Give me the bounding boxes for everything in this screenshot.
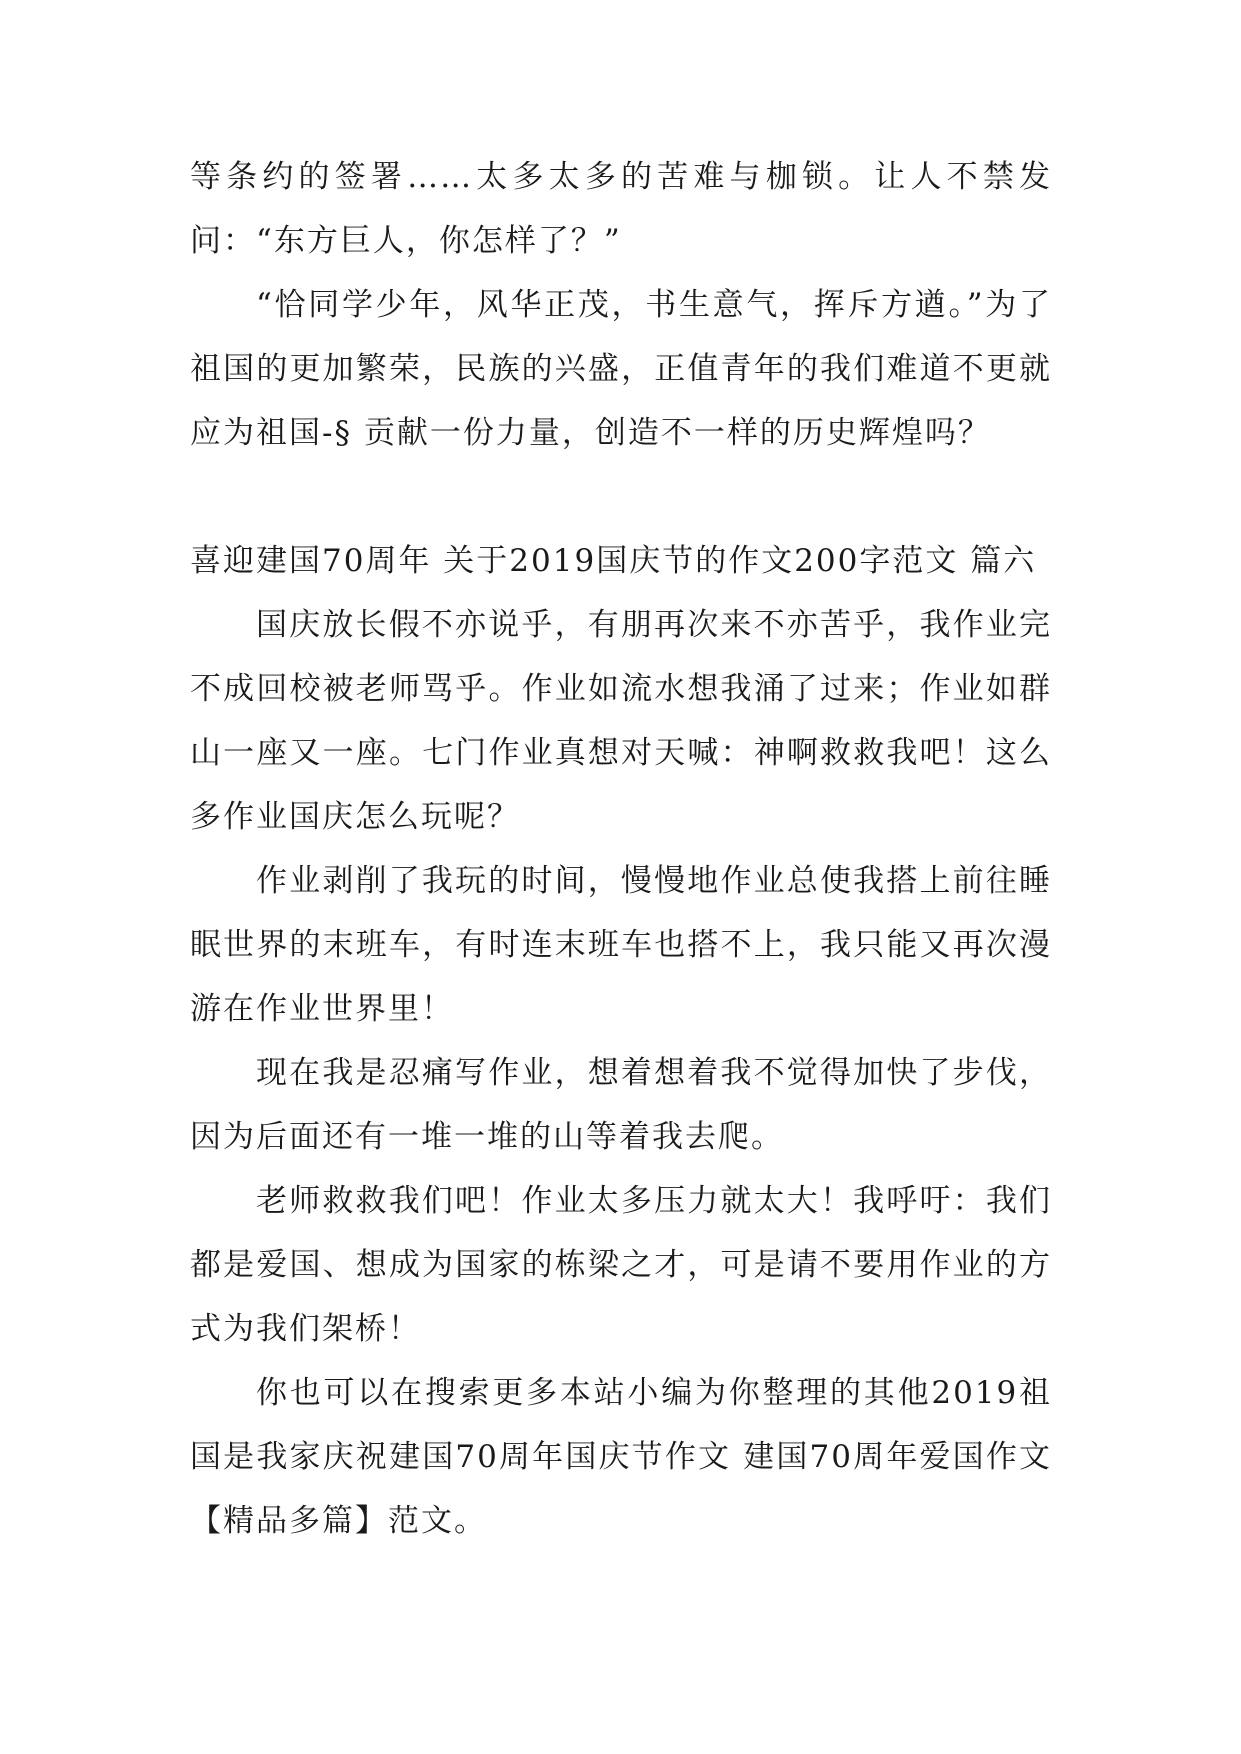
document-body — [190, 145, 1052, 1553]
paragraph: 老师救救我们吧！作业太多压力就太大！我呼吁：我们都是爱国、想成为国家的栋梁之才，可是请不要用作业的方式为我们架桥！ — [190, 1183, 1052, 1347]
paragraph: 作业剥削了我玩的时间，慢慢地作业总使我搭上前往睡眠世界的末班车，有时连末班车也搭不上，我只能又再次漫游在作业世界里！ — [190, 863, 1052, 1027]
paragraph: 你也可以在搜索更多本站小编为你整理的其他2019祖国是我家庆祝建国70周年国庆节作文 建国70周年爱国作文【精品多篇】范文。 — [190, 1375, 1052, 1539]
paragraph: 国庆放长假不亦说乎，有朋再次来不亦苦乎，我作业完不成回校被老师骂乎。作业如流水想我涌了过来；作业如群山一座又一座。七门作业真想对天喊：神啊救救我吧！这么多作业国庆怎么玩呢？ — [190, 607, 1052, 835]
section-heading: 喜迎建国70周年 关于2019国庆节的作文200字范文 篇六 — [190, 543, 1037, 579]
paragraph-continuation: 等条约的签署……太多太多的苦难与枷锁。让人不禁发问：“东方巨人，你怎样了？” — [190, 159, 1052, 259]
paragraph: 现在我是忍痛写作业，想着想着我不觉得加快了步伐，因为后面还有一堆一堆的山等着我去爬。 — [190, 1055, 1052, 1155]
paragraph-quote: “恰同学少年，风华正茂，书生意气，挥斥方遒。”为了祖国的更加繁荣，民族的兴盛，正值青年的我们难道不更就应为祖国-§ 贡献一份力量，创造不一样的历史辉煌吗？ — [190, 287, 1052, 451]
